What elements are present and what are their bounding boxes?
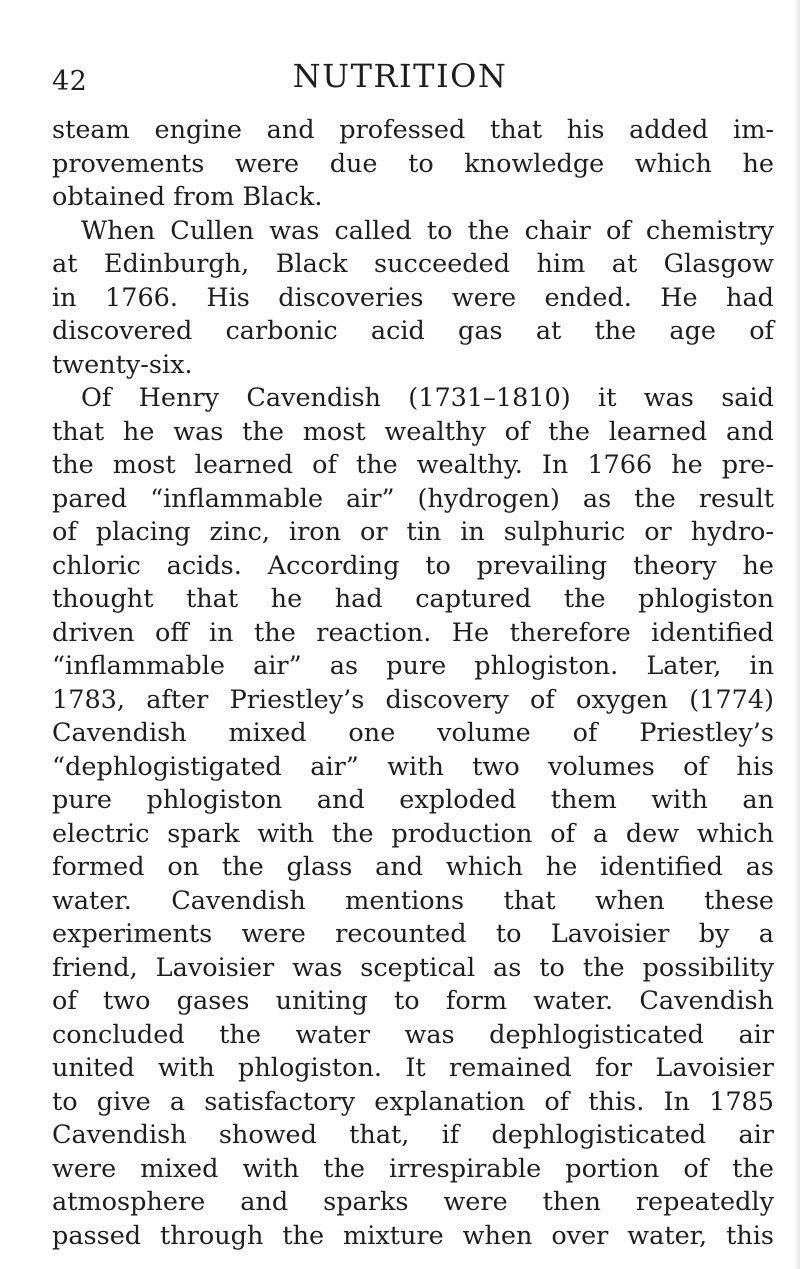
text-line: experiments were recounted to Lavoisier by a — [52, 919, 774, 949]
text-line: atmosphere and sparks were then repeatedly — [52, 1187, 774, 1217]
text-line: When Cullen was called to the chair of chemistry — [81, 215, 774, 246]
text-line: water. Cavendish mentions that when these — [52, 885, 774, 916]
text-line: at Edinburgh, Black succeeded him at Glasgow — [52, 249, 774, 279]
text-line: pared “inflammable air” (hydrogen) as the result — [52, 483, 774, 514]
text-line: the most learned of the wealthy. In 1766 he pre- — [52, 450, 774, 480]
body-text — [52, 114, 774, 1253]
text-line: that he was the most wealthy of the learned and — [52, 416, 774, 447]
text-line: driven off in the reaction. He therefore identified — [52, 617, 774, 648]
text-line: 1783, after Priestley’s discovery of oxygen (1774) — [52, 684, 774, 715]
text-line: passed through the mixture when over water, this — [52, 1220, 774, 1251]
running-head: NUTRITION — [292, 57, 508, 95]
text-line: pure phlogiston and exploded them with an — [52, 785, 774, 815]
text-line: Cavendish mixed one volume of Priestley’s — [52, 718, 774, 748]
text-line: discovered carbonic acid gas at the age of — [52, 316, 774, 346]
text-line: thought that he had captured the phlogiston — [52, 584, 774, 614]
page-edge-shadow — [794, 0, 800, 1269]
text-line: of two gases uniting to form water. Cavendish — [52, 986, 774, 1016]
page-number: 42 — [52, 66, 88, 97]
text-line: steam engine and professed that his added im- — [52, 115, 774, 145]
text-line: of placing zinc, iron or tin in sulphuric or hydro- — [52, 517, 774, 547]
text-line: twenty-six. — [52, 349, 193, 380]
text-line: provements were due to knowledge which he — [52, 148, 774, 179]
text-line: electric spark with the production of a dew which — [52, 818, 774, 849]
text-line: obtained from Black. — [52, 182, 323, 212]
text-line: in 1766. His discoveries were ended. He had — [52, 282, 774, 313]
text-line: united with phlogiston. It remained for Lavoisier — [52, 1053, 774, 1083]
text-line: “inflammable air” as pure phlogiston. Later, in — [52, 651, 774, 681]
text-line: to give a satisfactory explanation of this. In 1785 — [52, 1086, 774, 1117]
text-line: were mixed with the irrespirable portion of the — [52, 1153, 774, 1184]
text-line: “dephlogistigated air” with two volumes of his — [52, 751, 774, 782]
text-line: Of Henry Cavendish (1731–1810) it was said — [81, 383, 774, 413]
text-line: formed on the glass and which he identified as — [52, 852, 774, 882]
text-line: Cavendish showed that, if dephlogisticated air — [52, 1120, 774, 1150]
text-line: concluded the water was dephlogisticated air — [52, 1019, 774, 1050]
text-line: friend, Lavoisier was sceptical as to the possibility — [52, 952, 774, 983]
text-line: chloric acids. According to prevailing theory he — [52, 550, 774, 581]
